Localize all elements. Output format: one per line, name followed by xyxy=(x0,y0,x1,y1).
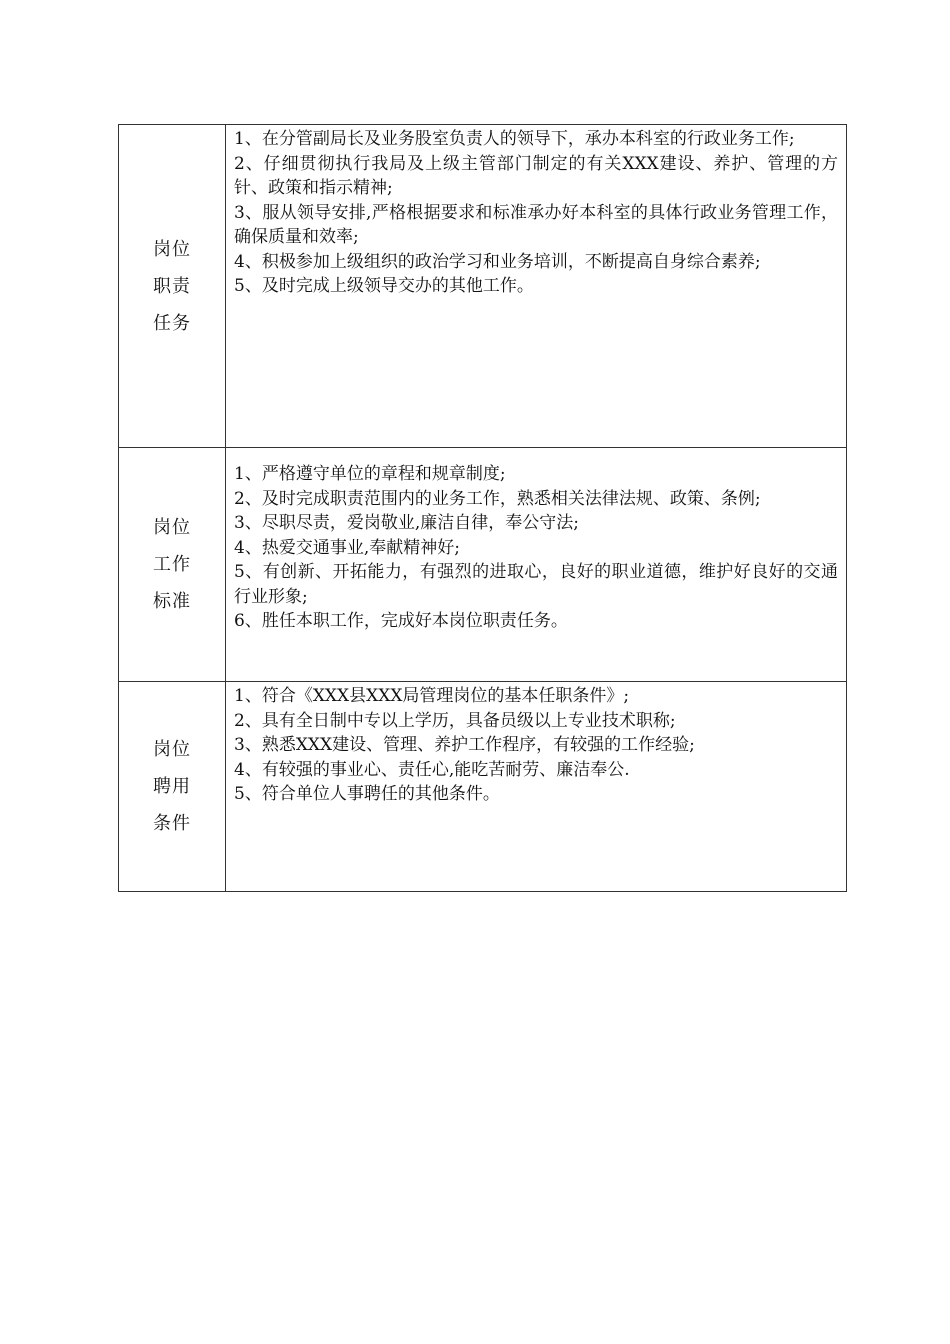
conditions-label-line: 岗位 xyxy=(153,739,191,760)
standards-label-line: 岗位 xyxy=(153,517,191,538)
duties-label-line: 职责 xyxy=(153,275,191,297)
duties-row xyxy=(119,125,847,448)
standard-item: 3、尽职尽责，爱岗敬业,廉洁自律，奉公守法; xyxy=(234,513,579,533)
condition-item: 1、符合《XXX县XXX局管理岗位的基本任职条件》; xyxy=(234,686,630,706)
condition-item: 5、符合单位人事聘任的其他条件。 xyxy=(234,784,500,804)
conditions-label-line: 聘用 xyxy=(153,776,191,797)
standard-item: 1、严格遵守单位的章程和规章制度; xyxy=(234,464,506,484)
conditions-row xyxy=(119,682,847,892)
standard-item: 4、热爱交通事业,奉献精神好; xyxy=(234,537,460,558)
duties-label-line: 岗位 xyxy=(153,238,191,260)
standards-row xyxy=(119,448,847,682)
standards-label-cell xyxy=(119,448,226,682)
conditions-content-cell xyxy=(226,682,847,892)
duties-content-cell xyxy=(226,125,847,448)
standards-label-line: 标准 xyxy=(153,591,191,612)
duties-label-cell xyxy=(119,125,226,448)
standards-content-cell xyxy=(226,448,847,682)
duty-item: 4、积极参加上级组织的政治学习和业务培训，不断提高自身综合素养; xyxy=(234,251,761,272)
standards-label-line: 工作 xyxy=(153,554,191,575)
standard-item: 2、及时完成职责范围内的业务工作，熟悉相关法律法规、政策、条例; xyxy=(234,488,761,509)
duties-label-line: 任务 xyxy=(153,312,191,334)
condition-item: 3、熟悉XXX建设、管理、养护工作程序，有较强的工作经验; xyxy=(234,735,695,755)
job-description-table xyxy=(118,124,847,892)
standard-item: 6、胜任本职工作，完成好本岗位职责任务。 xyxy=(234,611,568,631)
conditions-label-line: 条件 xyxy=(153,813,191,834)
duty-item: 1、在分管副局长及业务股室负责人的领导下，承办本科室的行政业务工作; xyxy=(234,129,795,149)
duty-item: 3、服从领导安排,严格根据要求和标准承办好本科室的具体行政业务管理工作，确保质量和效率; xyxy=(234,202,838,247)
condition-item: 4、有较强的事业心、责任心,能吃苦耐劳、廉洁奉公. xyxy=(234,759,630,780)
condition-item: 2、具有全日制中专以上学历，具备员级以上专业技术职称; xyxy=(234,710,676,731)
conditions-label-cell xyxy=(119,682,226,892)
standard-item: 5、有创新、开拓能力，有强烈的进取心，良好的职业道德，维护好良好的交通行业形象; xyxy=(234,562,838,607)
duty-item: 5、及时完成上级领导交办的其他工作。 xyxy=(234,276,534,296)
duty-item: 2、仔细贯彻执行我局及上级主管部门制定的有关XXX建设、养护、管理的方针、政策和指示精神; xyxy=(234,153,838,198)
